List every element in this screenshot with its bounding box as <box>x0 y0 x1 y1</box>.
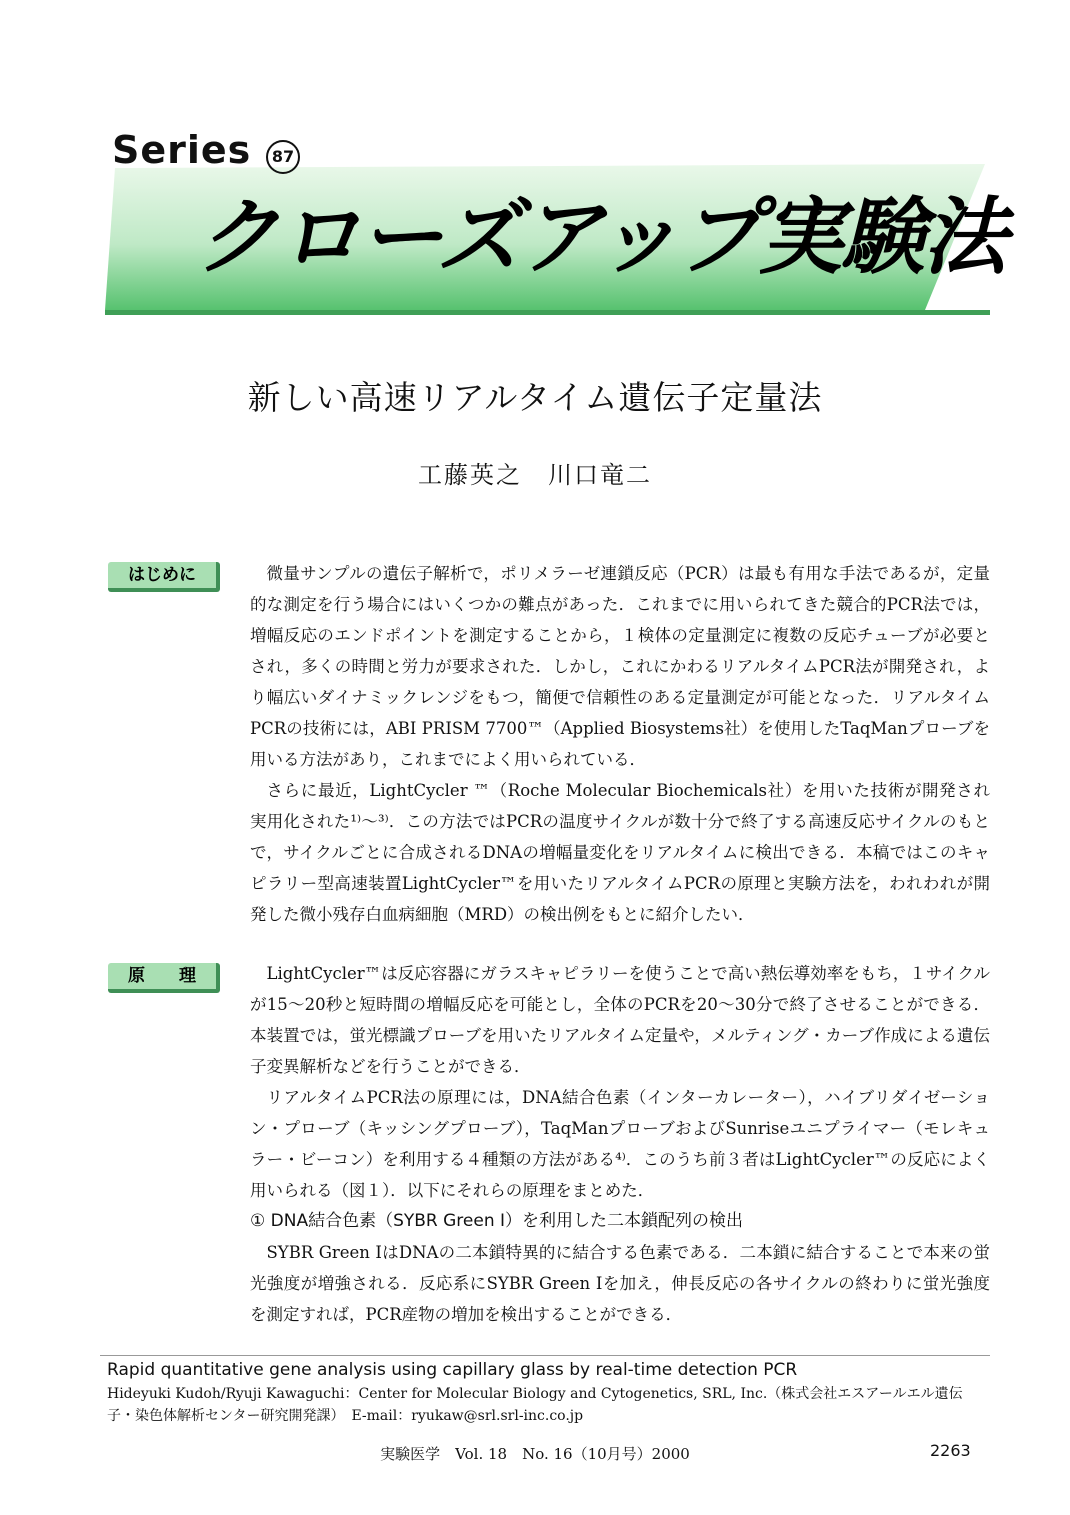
series-number-badge: 87 <box>266 140 300 174</box>
footer-divider <box>100 1355 990 1356</box>
section-tag-principle: 原 理 <box>108 963 220 993</box>
series-title: クローズアップ実験法 <box>195 188 1005 286</box>
footer-english-title: Rapid quantitative gene analysis using capillary glass by real-time detection PCR <box>107 1360 798 1380</box>
page-number: 2263 <box>930 1441 971 1460</box>
article-title: 新しい高速リアルタイム遺伝子定量法 <box>247 378 823 417</box>
principle-paragraph: リアルタイムPCR法の原理には，DNA結合色素（インターカレーター），ハイブリダイゼーション・プローブ（キッシングプローブ），TaqManプローブおよびSunriseユニプライマー（モレキュラー・ビーコン）を利用する４種類の方法がある⁴⁾．このうち前３者はLightCycler™の反応によく用いられる（図１）．以下にそれらの原理をまとめた． <box>250 1088 990 1200</box>
principle-sub-paragraph: SYBR Green ⅠはDNAの二本鎖特異的に結合する色素である．二本鎖に結合することで本来の蛍光強度が増強される．反応系にSYBR Green Ⅰを加え，伸長反応の各サイクルの終わりに蛍光強度を測定すれば，PCR産物の増加を検出することができる． <box>250 1243 990 1324</box>
section-intro-body <box>250 558 990 930</box>
principle-paragraph: LightCycler™は反応容器にガラスキャピラリーを使うことで高い熱伝導効率をもち，１サイクルが15～20秒と短時間の増幅反応を可能とし，全体のPCRを20～30分で終了させることができる．本装置では，蛍光標識プローブを用いたリアルタイム定量や，メルティング・カーブ作成による遺伝子変異解析などを行うことができる． <box>250 964 990 1076</box>
section-tag-intro: はじめに <box>108 562 220 592</box>
article-authors: 工藤英之 川口竜二 <box>418 461 652 489</box>
series-label: Series <box>112 128 252 172</box>
intro-paragraph: さらに最近，LightCycler ™（Roche Molecular Biochemicals社）を用いた技術が開発され実用化された¹⁾～³⁾．この方法ではPCRの温度サイクルが数十分で終了する高速反応サイクルのもとで，サイクルごとに合成されるDNAの増幅量変化をリアルタイムに検出できる．本稿ではこのキャピラリー型高速装置LightCycler™を用いたリアルタイムPCRの原理と実験方法を，われわれが開発した微小残存白血病細胞（MRD）の検出例をもとに紹介したい． <box>250 781 990 924</box>
section-principle-body <box>250 958 990 1330</box>
intro-paragraph: 微量サンプルの遺伝子解析で，ポリメラーゼ連鎖反応（PCR）は最も有用な手法であるが，定量的な測定を行う場合にはいくつかの難点があった．これまでに用いられてきた競合的PCR法では，増幅反応のエンドポイントを測定することから，１検体の定量測定に複数の反応チューブが必要とされ，多くの時間と労力が要求された．しかし，これにかわるリアルタイムPCR法が開発され，より幅広いダイナミックレンジをもつ，簡便で信頼性のある定量測定が可能となった．リアルタイムPCRの技術には，ABI PRISM 7700™（Applied Biosystems社）を使用したTaqManプローブを用いる方法があり，これまでによく用いられている． <box>250 564 990 769</box>
principle-subheading: ① DNA結合色素（SYBR Green Ⅰ）を利用した二本鎖配列の検出 <box>250 1211 744 1231</box>
footer-journal-citation: 実験医学 Vol. 18 No. 16（10月号）2000 <box>380 1445 690 1463</box>
footer-affiliation: Hideyuki Kudoh/Ryuji Kawaguchi：Center for Molecular Biology and Cytogenetics, SRL, Inc.（株式会社エスアールエル遺伝子・染色体解析センター研究開発課） E-mail：ryukaw@srl.srl-inc.co.jp <box>107 1386 963 1424</box>
